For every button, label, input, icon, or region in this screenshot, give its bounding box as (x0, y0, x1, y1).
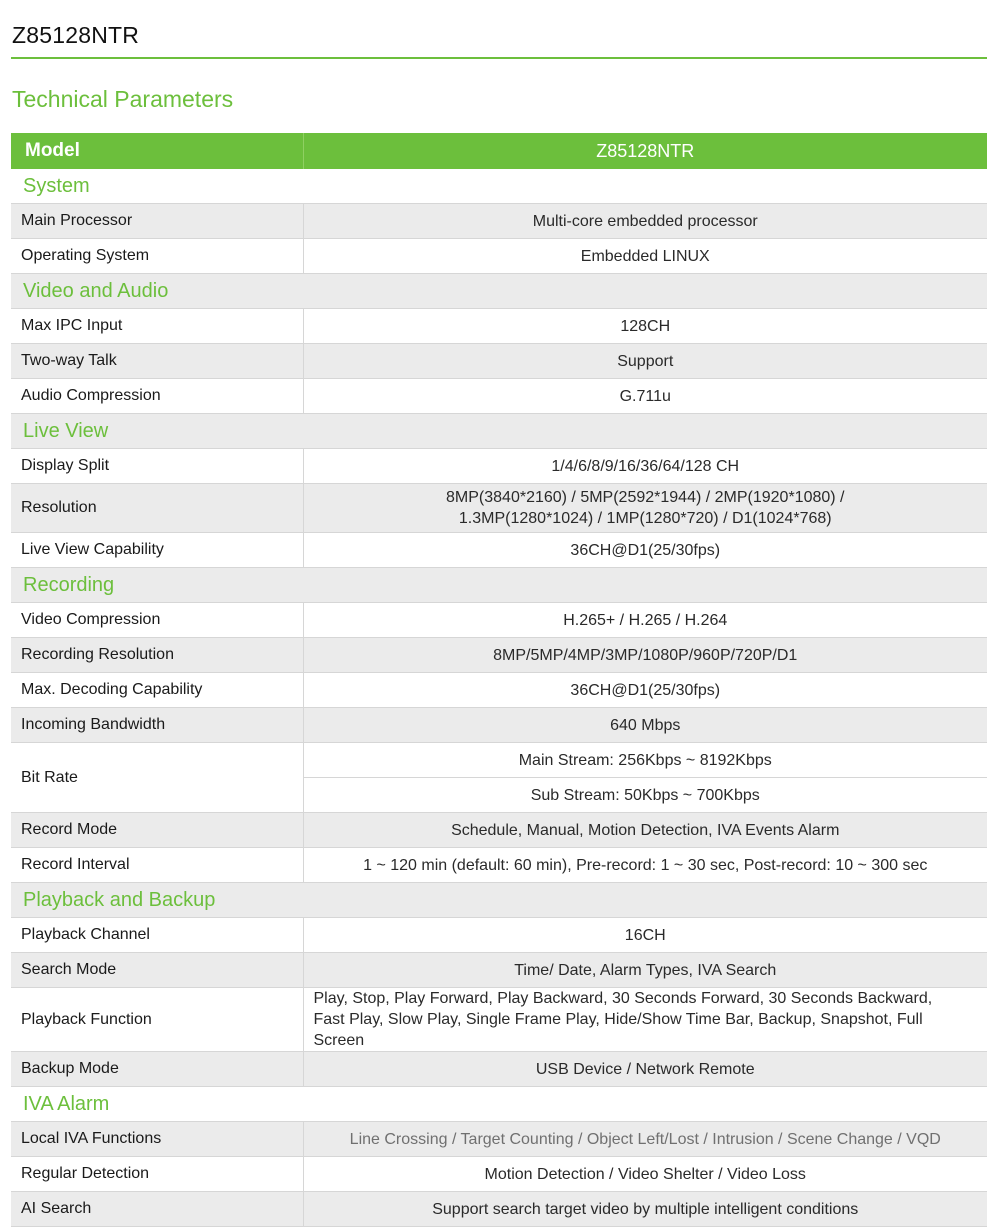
title-divider (11, 57, 987, 59)
row-value: Main Stream: 256Kbps ~ 8192Kbps (303, 743, 987, 778)
row-label: AI Search (11, 1192, 303, 1227)
category-label: Recording (11, 568, 987, 603)
row-label: Operating System (11, 239, 303, 274)
row-value: Time/ Date, Alarm Types, IVA Search (303, 953, 987, 988)
table-row (11, 638, 987, 673)
category-label: Playback and Backup (11, 883, 987, 918)
row-label: Playback Channel (11, 918, 303, 953)
row-label: Max IPC Input (11, 309, 303, 344)
row-label: Bit Rate (11, 743, 303, 813)
table-row (11, 848, 987, 883)
row-label: Incoming Bandwidth (11, 708, 303, 743)
table-row (11, 204, 987, 239)
row-label: Search Mode (11, 953, 303, 988)
row-label: Max. Decoding Capability (11, 673, 303, 708)
row-label: Video Compression (11, 603, 303, 638)
category-live-view (11, 414, 987, 449)
row-value: Embedded LINUX (303, 239, 987, 274)
row-value: Line Crossing / Target Counting / Object Left/Lost / Intrusion / Scene Change / VQD (303, 1122, 987, 1157)
value-line: 1.3MP(1280*1024) / 1MP(1280*720) / D1(1024*768) (458, 510, 832, 527)
row-value: Sub Stream: 50Kbps ~ 700Kbps (303, 778, 987, 813)
table-row (11, 1122, 987, 1157)
row-value: H.265+ / H.265 / H.264 (303, 603, 987, 638)
table-row (11, 344, 987, 379)
row-value: 8MP/5MP/4MP/3MP/1080P/960P/720P/D1 (303, 638, 987, 673)
category-system (11, 169, 987, 204)
row-value: 16CH (303, 918, 987, 953)
value-line: 8MP(3840*2160) / 5MP(2592*1944) / 2MP(1920*1080) / (446, 489, 845, 506)
table-row (11, 813, 987, 848)
table-row (11, 1052, 987, 1087)
row-label: Display Split (11, 449, 303, 484)
row-value: 36CH@D1(25/30fps) (303, 673, 987, 708)
row-label: Two-way Talk (11, 344, 303, 379)
table-row (11, 309, 987, 344)
value-line: Fast Play, Slow Play, Single Frame Play, Hide/Show Time Bar, Backup, Snapshot, Full Screen (313, 1011, 923, 1049)
row-value: 1/4/6/8/9/16/36/64/128 CH (303, 449, 987, 484)
category-video-audio (11, 274, 987, 309)
row-label: Live View Capability (11, 533, 303, 568)
category-recording (11, 568, 987, 603)
row-value: 640 Mbps (303, 708, 987, 743)
category-label: Video and Audio (11, 274, 987, 309)
row-label: Resolution (11, 484, 303, 533)
category-label: Live View (11, 414, 987, 449)
category-label: System (11, 169, 987, 204)
row-value: 1 ~ 120 min (default: 60 min), Pre-record: 1 ~ 30 sec, Post-record: 10 ~ 300 sec (303, 848, 987, 883)
row-value: Motion Detection / Video Shelter / Video Loss (303, 1157, 987, 1192)
model-row (11, 133, 987, 169)
row-label: Main Processor (11, 204, 303, 239)
row-label: Local IVA Functions (11, 1122, 303, 1157)
category-playback (11, 883, 987, 918)
table-row (11, 673, 987, 708)
page-title: Z85128NTR (12, 22, 140, 48)
row-label: Playback Function (11, 988, 303, 1052)
row-label: Record Interval (11, 848, 303, 883)
row-value: G.711u (303, 379, 987, 414)
value-line: Play, Stop, Play Forward, Play Backward, 30 Seconds Forward, 30 Seconds Backward, (313, 990, 933, 1007)
row-value (303, 484, 987, 533)
spec-table (11, 133, 987, 1227)
row-value: Support (303, 344, 987, 379)
model-label: Model (11, 133, 303, 169)
table-row (11, 953, 987, 988)
table-row (11, 533, 987, 568)
row-label: Record Mode (11, 813, 303, 848)
row-value: USB Device / Network Remote (303, 1052, 987, 1087)
table-row (11, 1157, 987, 1192)
table-row (11, 918, 987, 953)
table-row (11, 1192, 987, 1227)
table-row (11, 379, 987, 414)
row-value: Support search target video by multiple intelligent conditions (303, 1192, 987, 1227)
table-row (11, 239, 987, 274)
category-iva (11, 1087, 987, 1122)
table-row (11, 449, 987, 484)
table-row (11, 708, 987, 743)
row-label: Backup Mode (11, 1052, 303, 1087)
row-label: Audio Compression (11, 379, 303, 414)
row-value (303, 988, 987, 1052)
row-label: Regular Detection (11, 1157, 303, 1192)
row-label: Recording Resolution (11, 638, 303, 673)
section-heading: Technical Parameters (12, 86, 234, 112)
row-value: 36CH@D1(25/30fps) (303, 533, 987, 568)
table-row (11, 988, 987, 1052)
table-row (11, 743, 987, 778)
row-value: 128CH (303, 309, 987, 344)
table-row (11, 603, 987, 638)
category-label: IVA Alarm (11, 1087, 987, 1122)
table-row (11, 484, 987, 533)
row-value: Multi-core embedded processor (303, 204, 987, 239)
model-value: Z85128NTR (303, 133, 987, 169)
row-value: Schedule, Manual, Motion Detection, IVA Events Alarm (303, 813, 987, 848)
